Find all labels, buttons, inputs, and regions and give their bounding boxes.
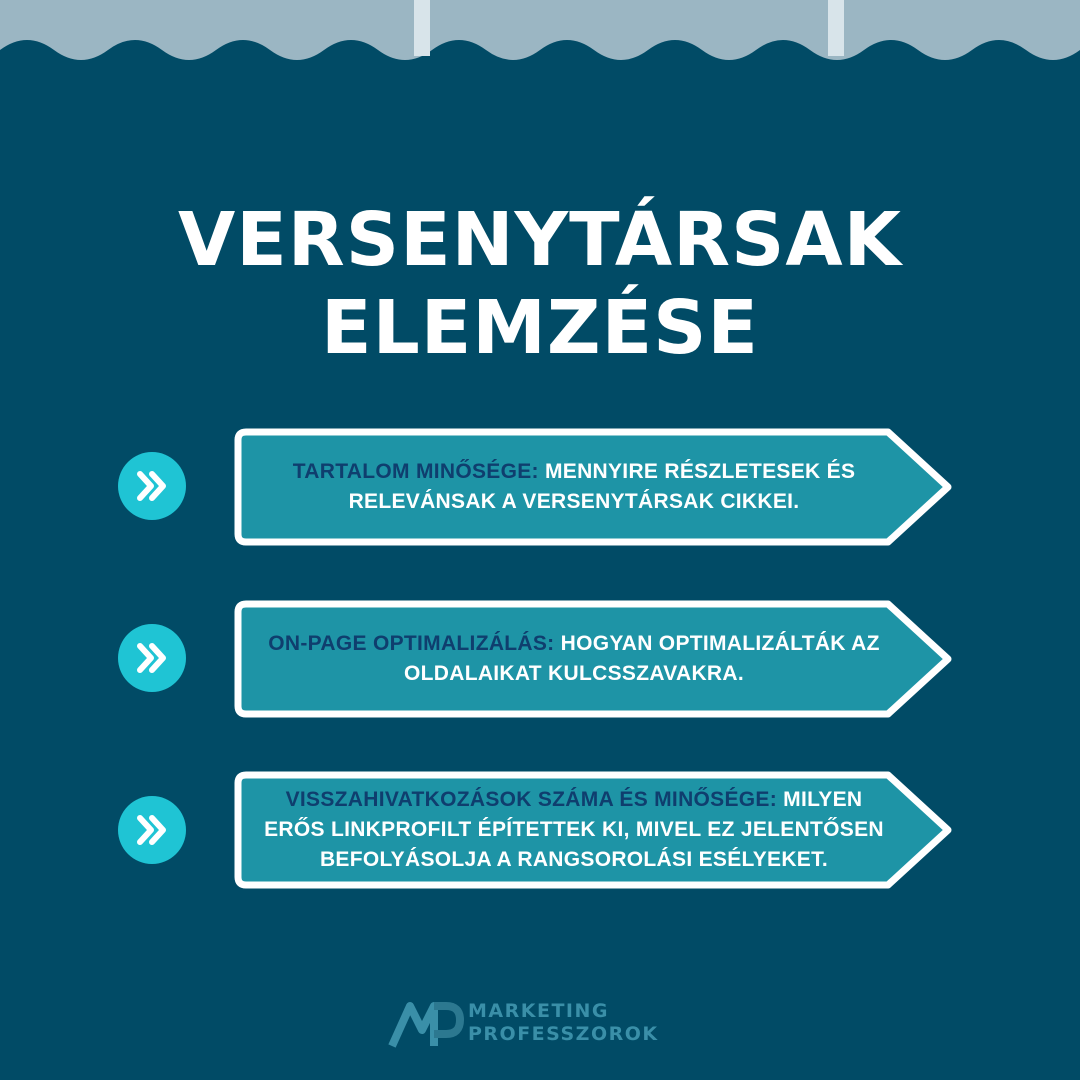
logo-line-2: PROFESSZOROK: [468, 1023, 659, 1045]
logo-text: [468, 1000, 659, 1046]
item-keyword: ON-PAGE OPTIMALIZÁLÁS:: [268, 632, 555, 655]
item-card-2: [234, 600, 956, 718]
item-text-3: [254, 771, 894, 889]
item-keyword: VISSZAHIVATKOZÁSOK SZÁMA ÉS MINŐSÉGE:: [285, 788, 778, 811]
bullet-2: [118, 624, 186, 692]
logo-line-1: MARKETING: [468, 1000, 609, 1022]
mp-logo-icon: [388, 1000, 464, 1050]
bullet-3: [118, 796, 186, 864]
item-text-2: [254, 600, 894, 718]
item-card-3: [234, 771, 956, 889]
item-card-1: [234, 428, 956, 546]
bullet-1: [118, 452, 186, 520]
brand-logo: [388, 1000, 708, 1050]
item-description: MILYEN ERŐS LINKPROFILT ÉPÍTETTEK KI, MIVEL EZ JELENTŐSEN BEFOLYÁSOLJA A RANGSOROLÁSI ESÉLYEKET.: [264, 788, 884, 871]
top-wave-decoration: [0, 0, 1080, 80]
item-text-1: [254, 428, 894, 546]
double-chevron-right-icon: [118, 796, 186, 864]
item-description: MENNYIRE RÉSZLETESEK ÉS RELEVÁNSAK A VERSENYTÁRSAK CIKKEI.: [348, 460, 856, 513]
double-chevron-right-icon: [118, 452, 186, 520]
item-keyword: TARTALOM MINŐSÉGE:: [292, 460, 539, 483]
title-line-1: VERSENYTÁRSAK: [177, 197, 903, 283]
double-chevron-right-icon: [118, 624, 186, 692]
page-title: [0, 196, 1080, 372]
title-line-2: ELEMZÉSE: [321, 285, 759, 371]
item-description: HOGYAN OPTIMALIZÁLTÁK AZ OLDALAIKAT KULCSSZAVAKRA.: [404, 632, 880, 685]
